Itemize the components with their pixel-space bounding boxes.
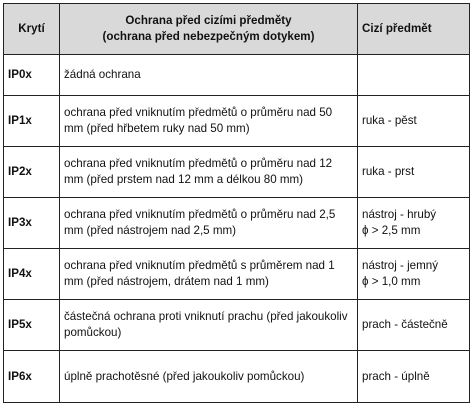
row-description-line2: mm (před nástrojem nad 2,5 mm) bbox=[64, 224, 237, 237]
row-description bbox=[60, 300, 358, 351]
row-object-line1: nástroj - hrubý bbox=[362, 208, 437, 221]
row-description-line2: mm (před nástrojem, drátem nad 1 mm) bbox=[64, 275, 269, 288]
row-code: IP1x bbox=[4, 96, 60, 147]
table-row bbox=[4, 198, 470, 249]
row-description-line2: pomůckou) bbox=[64, 326, 122, 339]
row-code: IP5x bbox=[4, 300, 60, 351]
row-object bbox=[358, 96, 470, 147]
header-ochrana bbox=[60, 4, 358, 55]
row-description-line1: částečná ochrana proti vniknutí prachu (před jakoukoliv bbox=[64, 310, 348, 323]
ip-protection-table bbox=[3, 3, 470, 403]
table-row bbox=[4, 351, 470, 403]
row-object bbox=[358, 147, 470, 198]
row-description bbox=[60, 351, 358, 403]
row-object bbox=[358, 55, 470, 96]
row-code: IP2x bbox=[4, 147, 60, 198]
row-description-line1: ochrana před vniknutím předmětů o průměru nad 50 bbox=[64, 106, 333, 119]
row-description-line1: žádná ochrana bbox=[64, 68, 141, 81]
row-code: IP6x bbox=[4, 351, 60, 403]
row-description bbox=[60, 147, 358, 198]
row-description-line1: ochrana před vniknutím předmětů o průměru nad 2,5 bbox=[64, 208, 336, 221]
table-row bbox=[4, 96, 470, 147]
table-header-row bbox=[4, 4, 470, 55]
row-object bbox=[358, 351, 470, 403]
row-object-line1: ruka - prst bbox=[362, 165, 415, 178]
row-object-line2: ϕ > 1,0 mm bbox=[362, 275, 421, 288]
row-code: IP3x bbox=[4, 198, 60, 249]
header-ochrana-line1: Ochrana před cizími předměty bbox=[125, 14, 292, 27]
header-ochrana-line2: (ochrana před nebezpečným dotykem) bbox=[102, 30, 315, 43]
row-description-line2: mm (před hřbetem ruky nad 50 mm) bbox=[64, 122, 250, 135]
row-description-line1: ochrana před vniknutím předmětů s průměrem nad 1 bbox=[64, 259, 335, 272]
row-object-line1: prach - částečně bbox=[362, 318, 448, 331]
header-cizi-predmet: Cizí předmět bbox=[358, 4, 470, 55]
row-description bbox=[60, 55, 358, 96]
table-row bbox=[4, 300, 470, 351]
row-object-line1: ruka - pěst bbox=[362, 114, 417, 127]
table-row bbox=[4, 55, 470, 96]
row-description-line1: úplně prachotěsné (před jakoukoliv pomůckou) bbox=[64, 369, 305, 383]
row-object-line1: prach - úplně bbox=[362, 369, 430, 383]
row-object bbox=[358, 300, 470, 351]
row-code: IP0x bbox=[4, 55, 60, 96]
row-description-line1: ochrana před vniknutím předmětů o průměru nad 12 bbox=[64, 157, 333, 170]
row-object bbox=[358, 198, 470, 249]
row-code: IP4x bbox=[4, 249, 60, 300]
row-description-line2: mm (před prstem nad 12 mm a délkou 80 mm) bbox=[64, 173, 304, 186]
row-description bbox=[60, 96, 358, 147]
table-row bbox=[4, 249, 470, 300]
table-row bbox=[4, 147, 470, 198]
header-kryti: Krytí bbox=[4, 4, 60, 55]
row-object bbox=[358, 249, 470, 300]
row-description bbox=[60, 249, 358, 300]
row-object-line1: nástroj - jemný bbox=[362, 259, 439, 272]
row-description bbox=[60, 198, 358, 249]
row-object-line2: ϕ > 2,5 mm bbox=[362, 224, 421, 237]
